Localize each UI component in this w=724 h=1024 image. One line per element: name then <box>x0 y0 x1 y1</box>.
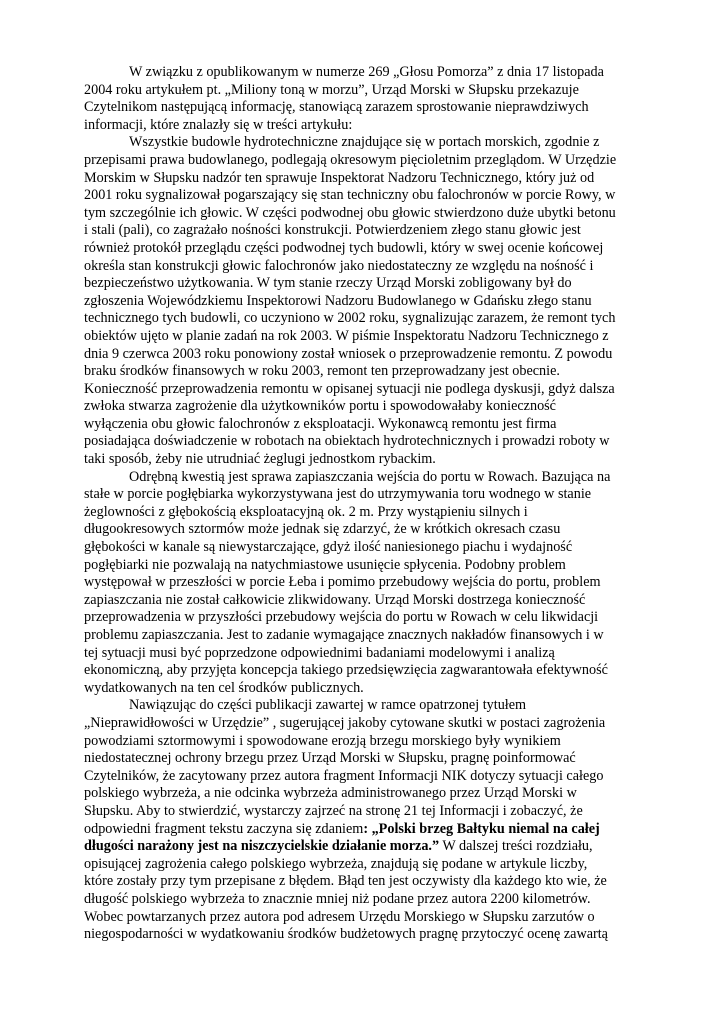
text-line: występował w przeszłości w porcie Łeba i pomimo przebudowy wejścia do portu, problem <box>84 574 601 591</box>
text-line: taki sposób, żeby nie utrudniać żeglugi jednostkom rybackim. <box>84 451 436 468</box>
text-line: wyłączenia obu głowic falochronów z eksploatacji. Wykonawcą remontu jest firma <box>84 415 557 432</box>
text-line: zapiaszczania nie został całkowicie zlikwidowany. Urząd Morski dostrzega konieczność <box>84 591 586 608</box>
text-line: Czytelnikom następującą informację, stanowiącą zarazem sprostowanie nieprawdziwych <box>84 99 589 116</box>
text-line: powodziami sztormowymi i spowodowane erozją brzegu morskiego były wynikiem <box>84 732 561 749</box>
text-line: głębokości w kanale są niewystarczające, gdyż ilość naniesionego piachu i wydajność <box>84 539 573 556</box>
text-line: Morskim w Słupsku nadzór ten sprawuje Inspektorat Nadzoru Technicznego, który już od <box>84 169 595 186</box>
text-line: obiektów ujęto w planie zadań na rok 2003. W piśmie Inspektoratu Nadzoru Technicznego z <box>84 327 609 344</box>
text-line: niegospodarności w wydatkowaniu środków budżetowych pragnę przytoczyć ocenę zawartą <box>84 926 608 943</box>
paragraph-4 <box>84 697 629 943</box>
text-line-with-quote <box>84 838 629 856</box>
text-line: tym szczególnie ich głowic. W części podwodnej obu głowic stwierdzono duże ubytki betonu <box>84 204 616 221</box>
text-line: dnia 9 czerwca 2003 roku ponowiony został wniosek o przeprowadzenie remontu. Z powodu <box>84 345 613 362</box>
text-line: zgłoszenia Wojewódzkiemu Inspektorowi Nadzoru Budowlanego w Gdańsku złego stanu <box>84 292 592 309</box>
text-line: niedostatecznej ochrony brzegu przez Urząd Morski w Słupsku, pragnę poinformować <box>84 750 576 767</box>
text-line: ekonomiczną, aby przyjęta koncepcja takiego przedsięwzięcia zagwarantowała efektywność <box>84 662 608 679</box>
quote-continuation: W dalszej treści rozdziału, <box>439 838 593 855</box>
text-line: braku środków finansowych w roku 2003, remont ten przeprowadzany jest obecnie. <box>84 363 560 380</box>
paragraph-1 <box>84 64 629 134</box>
bold-quote-end: długości narażony jest na niszczycielskie działanie morza.” <box>84 838 440 855</box>
text-line: stałe w porcie pogłębiarka wykorzystywana jest do utrzymywania toru wodnego w stanie <box>84 486 592 503</box>
text-line: przepisami prawa budowlanego, podlegają okresowym pięcioletnim przeglądom. W Urzędzie <box>84 151 617 168</box>
bold-quote-start: : „Polski brzeg Bałtyku niemal na całej <box>363 820 600 837</box>
text-line: 2001 roku sygnalizował pogarszający się stan techniczny obu falochronów w porcie Rowy, w <box>84 187 616 204</box>
text-line: technicznego tych budowli, co uczyniono w 2002 roku, sygnalizując zarazem, że remont tych <box>84 310 616 327</box>
text-line-with-quote <box>84 821 629 839</box>
text-line: opisującej zagrożenia całego polskiego wybrzeża, znajdują się podane w artykule liczby, <box>84 855 588 872</box>
text-line: Nawiązując do części publikacji zawartej w ramce opatrzonej tytułem <box>129 697 527 714</box>
paragraph-2 <box>84 134 629 468</box>
text-line: Odrębną kwestią jest sprawa zapiaszczania wejścia do portu w Rowach. Bazująca na <box>129 468 611 485</box>
text-line: długookresowych sztormów może jednak się zdarzyć, że w krótkich okresach czasu <box>84 521 561 538</box>
text-line: i stali (pali), co zagrażało nośności konstrukcji. Potwierdzeniem złego stanu głowic jest <box>84 222 581 239</box>
text-line: problemu zapiaszczania. Jest to zadanie wymagające znacznych nakładów finansowych i w <box>84 627 604 643</box>
document-page <box>84 64 629 944</box>
text-line: Czytelników, że zacytowany przez autora fragment Informacji NIK dotyczy sytuacji całego <box>84 767 604 784</box>
text-line: bezpieczeństwo użytkowania. W tym stanie rzeczy Urząd Morski zobligowany był do <box>84 275 572 292</box>
text-line: długość polskiego wybrzeża to znacznie mniej niż podane przez autora 2200 kilometrów. <box>84 890 591 907</box>
text-line: 2004 roku artykułem pt. „Miliony toną w morzu”, Urząd Morski w Słupsku przekazuje <box>84 81 579 98</box>
text-line: tej sytuacji musi być poprzedzone odpowiednimi badaniami modelowymi i analizą <box>84 644 555 661</box>
text-line: również protokół przeglądu części podwodnej tych budowli, który w swej ocenie końcowej <box>84 239 604 256</box>
text-line: Wobec powtarzanych przez autora pod adresem Urzędu Morskiego w Słupsku zarzutów o <box>84 908 595 925</box>
text-line: pogłębiarki nie pozwalają na natychmiastowe usunięcie spłycenia. Podobny problem <box>84 556 566 573</box>
quote-lead-in: odpowiedni fragment tekstu zaczyna się zdaniem <box>84 820 364 837</box>
text-line: „Nieprawidłowości w Urzędzie” , sugerującej jakoby cytowane skutki w postaci zagrożenia <box>84 714 606 731</box>
text-line: Wszystkie budowle hydrotechniczne znajdujące się w portach morskich, zgodnie z <box>129 134 600 151</box>
text-line: wydatkowanych na ten cel środków publicznych. <box>84 679 364 696</box>
text-line: W związku z opublikowanym w numerze 269 „Głosu Pomorza” z dnia 17 listopada <box>129 64 604 80</box>
text-line: określa stan konstrukcji głowic falochronów jako niedostateczny ze względu na nośność i <box>84 257 594 274</box>
text-line: polskiego wybrzeża, a nie odcinka wybrzeża administrowanego przez Urząd Morski w <box>84 785 577 802</box>
text-line: żeglowności z głębokością eksploatacyjną ok. 2 m. Przy wystąpieniu silnych i <box>84 503 528 520</box>
text-line: informacji, które znalazły się w treści artykułu: <box>84 116 353 133</box>
paragraph-3 <box>84 469 629 698</box>
text-line: zwłoka stwarza zagrożenie dla użytkowników portu i spowodowałaby konieczność <box>84 398 556 415</box>
text-line: Słupsku. Aby to stwierdzić, wystarczy zajrzeć na stronę 21 tej Informacji i zobaczyć, że <box>84 802 583 819</box>
text-line: posiadająca doświadczenie w robotach na obiektach hydrotechnicznych i prowadzi roboty w <box>84 433 610 450</box>
text-line: przeprowadzenia w przyszłości przebudowy wejścia do portu w Rowach w celu likwidacji <box>84 609 599 626</box>
text-line: Konieczność przeprowadzenia remontu w opisanej sytuacji nie podlega dyskusji, gdyż dalsza <box>84 380 615 397</box>
text-line: które zostały przy tym przepisane z błędem. Błąd ten jest oczywisty dla każdego kto wie, że <box>84 873 607 890</box>
